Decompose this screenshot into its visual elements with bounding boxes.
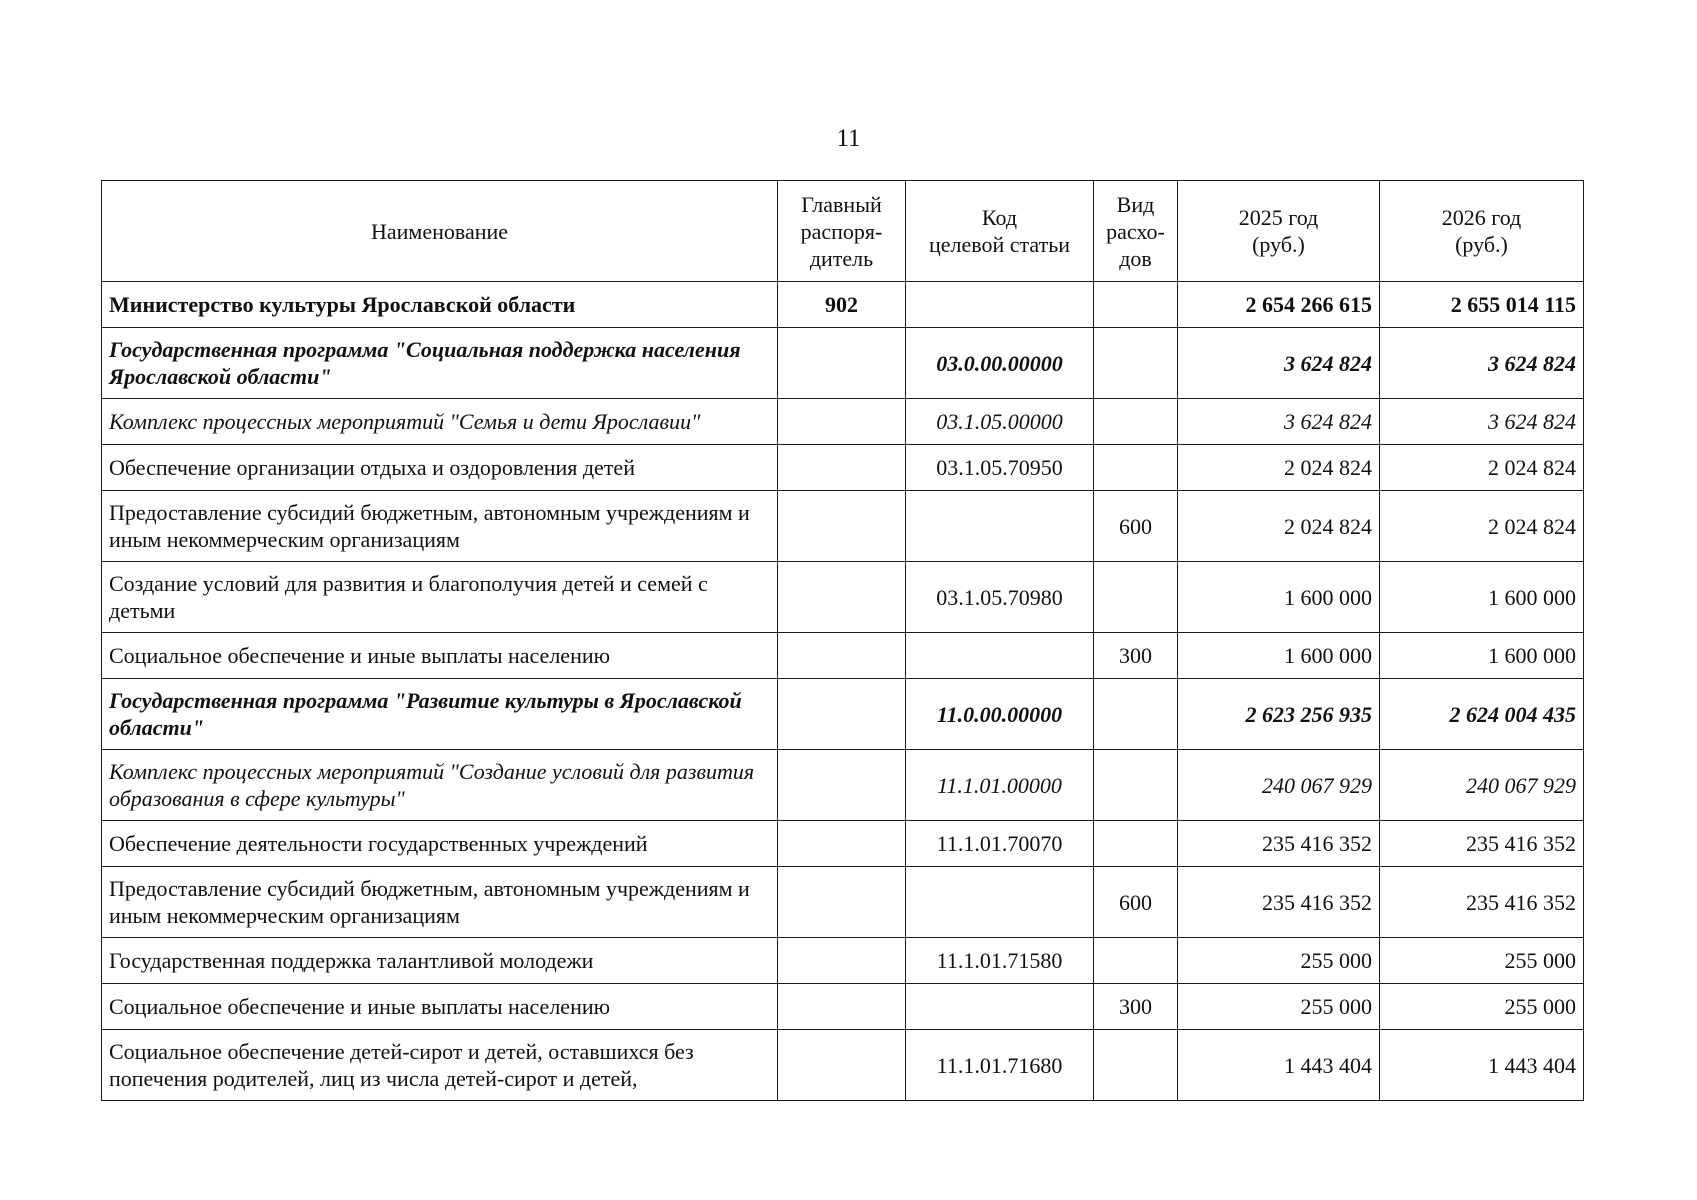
cell-2026: 255 000: [1380, 938, 1584, 984]
header-manager-line-2: распоря-: [800, 218, 883, 244]
cell-code: [906, 282, 1094, 328]
cell-manager: [778, 491, 906, 562]
header-expense-type: [1094, 181, 1178, 282]
cell-expense-type: 300: [1094, 984, 1178, 1030]
page-number: 11: [836, 125, 861, 152]
cell-2025: 235 416 352: [1178, 867, 1380, 938]
cell-name: Социальное обеспечение детей-сирот и детей, оставшихся без попечения родителей, лиц из числа детей-сирот и детей,: [102, 1030, 778, 1101]
cell-expense-type: [1094, 399, 1178, 445]
cell-expense-type: [1094, 1030, 1178, 1101]
cell-2025: 1 443 404: [1178, 1030, 1380, 1101]
cell-name: Государственная поддержка талантливой молодежи: [102, 938, 778, 984]
cell-2025: 255 000: [1178, 938, 1380, 984]
table-row: [102, 399, 1584, 445]
cell-expense-type: [1094, 750, 1178, 821]
cell-name: Министерство культуры Ярославской области: [102, 282, 778, 328]
cell-code: [906, 633, 1094, 679]
table-row: [102, 938, 1584, 984]
cell-expense-type: [1094, 328, 1178, 399]
cell-2026: 3 624 824: [1380, 328, 1584, 399]
table-row: [102, 867, 1584, 938]
cell-name: Создание условий для развития и благополучия детей и семей с детьми: [102, 562, 778, 633]
table-row: [102, 821, 1584, 867]
cell-manager: [778, 445, 906, 491]
cell-2026: 1 443 404: [1380, 1030, 1584, 1101]
cell-2025: 2 024 824: [1178, 445, 1380, 491]
cell-code: 03.1.05.70950: [906, 445, 1094, 491]
cell-name: Предоставление субсидий бюджетным, автономным учреждениям и иным некоммерческим организациям: [102, 491, 778, 562]
cell-2026: 1 600 000: [1380, 633, 1584, 679]
table-row: [102, 984, 1584, 1030]
cell-code: 03.0.00.00000: [906, 328, 1094, 399]
cell-2025: 2 623 256 935: [1178, 679, 1380, 750]
cell-manager: [778, 679, 906, 750]
table-header-row: [102, 181, 1584, 282]
header-name: Наименование: [102, 181, 778, 282]
header-manager-line-3: дитель: [809, 245, 874, 271]
cell-name: Государственная программа "Социальная поддержка населения Ярославской области": [102, 328, 778, 399]
cell-expense-type: 300: [1094, 633, 1178, 679]
cell-expense-type: [1094, 562, 1178, 633]
header-expense-type-line-1: Вид: [1116, 191, 1155, 217]
cell-manager: 902: [778, 282, 906, 328]
cell-code: 11.1.01.71580: [906, 938, 1094, 984]
cell-code: 11.1.01.00000: [906, 750, 1094, 821]
header-expense-type-line-3: дов: [1119, 245, 1152, 271]
header-manager-line-1: Главный: [801, 191, 882, 217]
cell-2026: 1 600 000: [1380, 562, 1584, 633]
cell-name: Комплекс процессных мероприятий "Семья и дети Ярославии": [102, 399, 778, 445]
cell-name: Социальное обеспечение и иные выплаты населению: [102, 633, 778, 679]
table-row: [102, 491, 1584, 562]
table-row: [102, 562, 1584, 633]
table-row: [102, 679, 1584, 750]
cell-name: Обеспечение деятельности государственных учреждений: [102, 821, 778, 867]
cell-manager: [778, 867, 906, 938]
header-2025-line-1: 2025 год: [1238, 205, 1319, 230]
header-2026-line-2: (руб.): [1455, 232, 1508, 257]
cell-code: 03.1.05.00000: [906, 399, 1094, 445]
cell-name: Комплекс процессных мероприятий "Создание условий для развития образования в сфере культуры": [102, 750, 778, 821]
cell-2026: 3 624 824: [1380, 399, 1584, 445]
cell-expense-type: [1094, 445, 1178, 491]
cell-manager: [778, 633, 906, 679]
cell-expense-type: [1094, 679, 1178, 750]
cell-2025: 2 024 824: [1178, 491, 1380, 562]
cell-code: [906, 984, 1094, 1030]
header-code-line-2: целевой статьи: [928, 232, 1071, 257]
cell-manager: [778, 1030, 906, 1101]
cell-code: [906, 867, 1094, 938]
cell-2025: 1 600 000: [1178, 562, 1380, 633]
cell-2025: 2 654 266 615: [1178, 282, 1380, 328]
cell-2025: 235 416 352: [1178, 821, 1380, 867]
cell-name: Социальное обеспечение и иные выплаты населению: [102, 984, 778, 1030]
cell-expense-type: 600: [1094, 867, 1178, 938]
cell-2025: 3 624 824: [1178, 399, 1380, 445]
cell-manager: [778, 399, 906, 445]
cell-expense-type: [1094, 938, 1178, 984]
cell-name: Обеспечение организации отдыха и оздоровления детей: [102, 445, 778, 491]
cell-name: Государственная программа "Развитие культуры в Ярославской области": [102, 679, 778, 750]
cell-code: 11.0.00.00000: [906, 679, 1094, 750]
cell-manager: [778, 984, 906, 1030]
table-row: [102, 282, 1584, 328]
cell-2026: 2 655 014 115: [1380, 282, 1584, 328]
cell-manager: [778, 328, 906, 399]
cell-2026: 240 067 929: [1380, 750, 1584, 821]
cell-2026: 2 024 824: [1380, 491, 1584, 562]
table-row: [102, 750, 1584, 821]
cell-2025: 1 600 000: [1178, 633, 1380, 679]
cell-manager: [778, 821, 906, 867]
table-row: [102, 328, 1584, 399]
header-manager: [778, 181, 906, 282]
table-row: [102, 1030, 1584, 1101]
cell-2026: 235 416 352: [1380, 821, 1584, 867]
cell-2026: 2 024 824: [1380, 445, 1584, 491]
cell-2026: 2 624 004 435: [1380, 679, 1584, 750]
cell-name: Предоставление субсидий бюджетным, автономным учреждениям и иным некоммерческим организациям: [102, 867, 778, 938]
cell-2025: 3 624 824: [1178, 328, 1380, 399]
cell-2026: 235 416 352: [1380, 867, 1584, 938]
header-code: [906, 181, 1094, 282]
cell-manager: [778, 938, 906, 984]
header-2025-line-2: (руб.): [1252, 232, 1305, 257]
header-expense-type-line-2: расхо-: [1106, 218, 1165, 244]
header-code-line-1: Код: [981, 205, 1018, 230]
budget-table: [101, 180, 1584, 1101]
cell-code: 03.1.05.70980: [906, 562, 1094, 633]
header-2026: [1380, 181, 1584, 282]
cell-expense-type: [1094, 282, 1178, 328]
header-2026-line-1: 2026 год: [1441, 205, 1522, 230]
cell-manager: [778, 562, 906, 633]
cell-code: [906, 491, 1094, 562]
cell-expense-type: 600: [1094, 491, 1178, 562]
cell-code: 11.1.01.71680: [906, 1030, 1094, 1101]
header-2025: [1178, 181, 1380, 282]
cell-2025: 255 000: [1178, 984, 1380, 1030]
cell-2026: 255 000: [1380, 984, 1584, 1030]
cell-2025: 240 067 929: [1178, 750, 1380, 821]
table-row: [102, 445, 1584, 491]
cell-code: 11.1.01.70070: [906, 821, 1094, 867]
table-row: [102, 633, 1584, 679]
cell-expense-type: [1094, 821, 1178, 867]
cell-manager: [778, 750, 906, 821]
